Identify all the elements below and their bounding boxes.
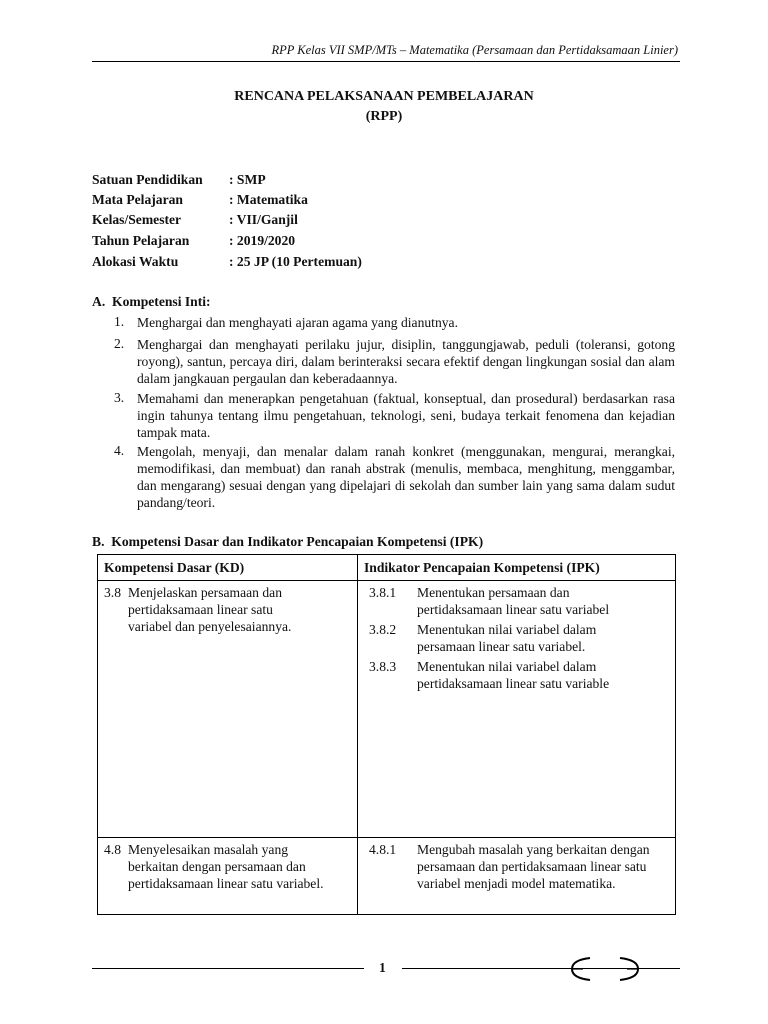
section-b-heading: B. Kompetensi Dasar dan Indikator Pencapaian Kompetensi (IPK) (92, 534, 484, 549)
kd-text: Menyelesaikan masalah yang berkaitan dengan persamaan dan pertidaksamaan linear satu variabel. (128, 842, 324, 891)
identity-label: Tahun Pelajaran (92, 233, 190, 248)
identity-value: : Matematika (229, 192, 308, 207)
ipk-text: Menentukan persamaan dan pertidaksamaan linear satu variabel (417, 585, 610, 617)
identity-value: : 25 JP (10 Pertemuan) (229, 254, 362, 269)
document-subtitle: (RPP) (365, 109, 403, 124)
column-header: Indikator Pencapaian Kompetensi (IPK) (358, 555, 676, 581)
ipk-text: Mengubah masalah yang berkaitan dengan persamaan dan pertidaksamaan linear satu variabel menjadi model matematika. (417, 842, 650, 891)
footer-ornament-icon (570, 956, 642, 982)
ipk-number: 4.8.1 (369, 842, 397, 857)
page-number: 1 (379, 960, 386, 975)
list-item: Mengolah, menyaji, dan menalar dalam ranah konkret (menggunakan, mengurai, merangkai, memodifikasi, dan membuat) dan ranah abstrak (menulis, membaca, menghitung, menggambar, dan mengarang) sesuai dengan yang dipelajari di sekolah dan sumber lain yang sama dalam sudut pandang/teori. (137, 444, 675, 510)
column-header: Kompetensi Dasar (KD) (98, 555, 358, 581)
kd-text: Menjelaskan persamaan dan pertidaksamaan linear satu variabel dan penyelesaiannya. (128, 585, 292, 634)
list-number: 2. (114, 336, 125, 351)
table-row (98, 581, 676, 838)
kd-ipk-table (97, 554, 676, 915)
identity-label: Mata Pelajaran (92, 192, 183, 207)
ipk-number: 3.8.1 (369, 585, 397, 600)
list-number: 3. (114, 390, 125, 405)
table-row (98, 838, 676, 915)
list-item: Menghargai dan menghayati perilaku jujur, disiplin, tanggungjawab, peduli (toleransi, gotong royong), santun, percaya diri, dalam berinteraksi secara efektif dengan lingkungan sosial dan alam dalam jangkauan pergaulan dan keberadaannya. (137, 337, 675, 386)
identity-label: Kelas/Semester (92, 212, 182, 227)
document-title: RENCANA PELAKSANAAN PEMBELAJARAN (234, 89, 534, 104)
ipk-number: 3.8.3 (369, 659, 397, 674)
ipk-text: Menentukan nilai variabel dalam persamaan linear satu variabel. (417, 622, 597, 654)
identity-label: Alokasi Waktu (92, 254, 179, 269)
identity-value: : 2019/2020 (229, 233, 296, 248)
kd-number: 4.8 (104, 842, 121, 857)
identity-value: : VII/Ganjil (229, 212, 298, 227)
identity-value: : SMP (229, 172, 266, 187)
table-header-row (98, 555, 676, 581)
list-item: Memahami dan menerapkan pengetahuan (faktual, konseptual, dan prosedural) berdasarkan rasa ingin tahunya tentang ilmu pengetahuan, teknologi, seni, budaya terkait fenomena dan kejadian tampak mata. (137, 391, 675, 440)
header-rule (92, 61, 680, 62)
running-header: RPP Kelas VII SMP/MTs – Matematika (Persamaan dan Pertidaksamaan Linier) (271, 43, 678, 57)
ipk-text: Menentukan nilai variabel dalam pertidaksamaan linear satu variable (417, 659, 610, 691)
footer-rule-left (92, 968, 364, 969)
ipk-number: 3.8.2 (369, 622, 397, 637)
list-number: 1. (114, 314, 125, 329)
identity-label: Satuan Pendidikan (92, 172, 203, 187)
list-number: 4. (114, 443, 125, 458)
section-a-heading: A. Kompetensi Inti: (92, 294, 211, 309)
list-item: Menghargai dan menghayati ajaran agama yang dianutnya. (137, 315, 458, 330)
kd-number: 3.8 (104, 585, 121, 600)
